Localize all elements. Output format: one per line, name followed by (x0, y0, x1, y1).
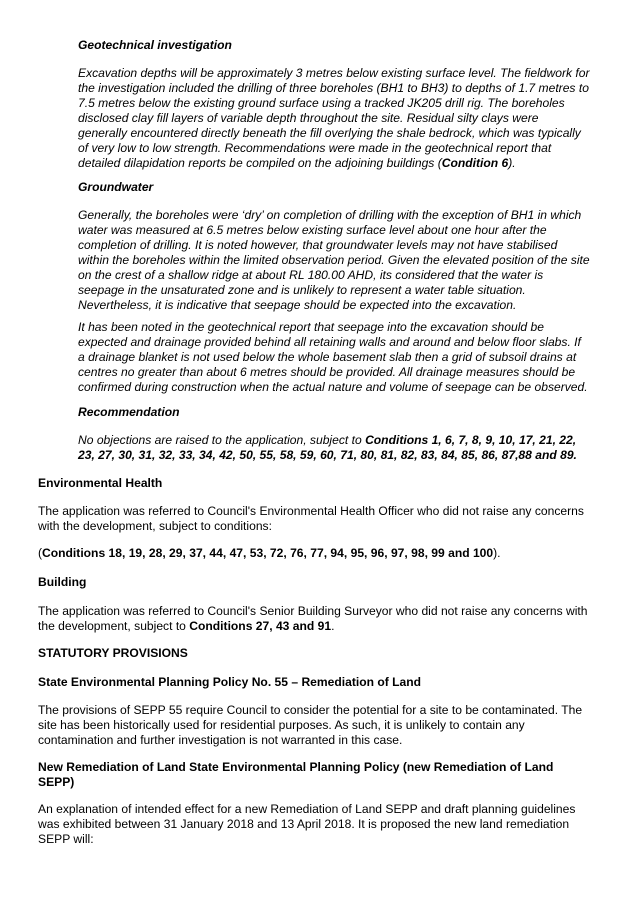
condition-reference: Conditions 27, 43 and 91 (189, 619, 332, 633)
sepp55-paragraph (38, 703, 612, 748)
text-line: Excavation depths will be approximately 3 metres below existing surface level. The fieldwork for (78, 66, 590, 80)
text-line: disclosed clay fill layers of variable depth throughout the site. Residual silty clays were (78, 111, 539, 125)
text-line: on the crest of a shallow ridge at about RL 180.00 AHD, its considered that the water is (78, 268, 544, 282)
text-line: was exhibited between 31 January 2018 and 13 April 2018. It is proposed the new land remediation (38, 817, 570, 831)
text-line: site has been historically used for residential purposes. As such, it is unlikely to contain any (38, 718, 525, 732)
condition-reference: 23, 27, 30, 31, 32, 33, 34, 42, 50, 55, 58, 59, 60, 71, 80, 81, 82, 83, 84, 85, 86, 87,88 and 89. (78, 448, 577, 462)
text-line: The application was referred to Council's Senior Building Surveyor who did not raise any concerns with (38, 604, 588, 618)
new-sepp-paragraph (38, 802, 612, 847)
groundwater-paragraph-2 (78, 320, 612, 395)
condition-reference: Conditions 1, 6, 7, 8, 9, 10, 17, 21, 22, (365, 433, 577, 447)
condition-reference: Condition 6 (441, 156, 509, 170)
condition-reference: Conditions 18, 19, 28, 29, 37, 44, 47, 53, 72, 76, 77, 94, 95, 96, 97, 98, 99 and 100 (42, 546, 494, 560)
text-run: No objections are raised to the application, subject to (78, 433, 366, 447)
text-run: the development, subject to (38, 619, 190, 633)
text-line (78, 156, 612, 171)
text-line: It has been noted in the geotechnical report that seepage into the excavation should be (78, 320, 544, 334)
text-line: SEPP will: (38, 832, 94, 846)
text-line: contamination and further investigation is not warranted in this case. (38, 733, 403, 747)
text-line: Generally, the boreholes were ‘dry’ on completion of drilling with the exception of BH1 in which (78, 208, 582, 222)
environmental-health-heading: Environmental Health (38, 476, 163, 490)
text-line: of very low to low strength. Recommendations were made in the geotechnical report that (78, 141, 552, 155)
recommendation-heading: Recommendation (78, 405, 180, 419)
groundwater-heading: Groundwater (78, 180, 154, 194)
text-line: An explanation of intended effect for a new Remediation of Land SEPP and draft planning guidelines (38, 802, 576, 816)
recommendation-paragraph (78, 433, 612, 463)
text-line: completion of drilling. It is noted however, that groundwater levels may not have stabilised (78, 238, 558, 252)
building-paragraph (38, 604, 612, 634)
text-line: a drainage blanket is not used below the whole basement slab then a grid of subsoil drains at (78, 350, 577, 364)
new-sepp-heading (38, 760, 612, 790)
text-line: The provisions of SEPP 55 require Council to consider the potential for a site to be contaminated. The (38, 703, 583, 717)
text-line: water was measured at 6.5 metres below existing surface level about one hour after the (78, 223, 547, 237)
text-line: the investigation included the drilling of three boreholes (BH1 to BH3) to depths of 1.7 metres to (78, 81, 589, 95)
text-run: ). (493, 546, 501, 560)
text-run: . (331, 619, 335, 633)
environmental-health-paragraph (38, 504, 612, 534)
text-line: expected and drainage provided behind all retaining walls and around and below floor slabs. If (78, 335, 581, 349)
heading-line: New Remediation of Land State Environmental Planning Policy (new Remediation of Land (38, 760, 554, 774)
heading-line: SEPP) (38, 775, 75, 789)
text-line: The application was referred to Council's Environmental Health Officer who did not raise any concerns (38, 504, 584, 518)
text-line: with the development, subject to conditions: (38, 519, 272, 533)
text-line: 7.5 metres below the existing ground surface using a tracked JK205 drill rig. The boreholes (78, 96, 565, 110)
sepp55-heading: State Environmental Planning Policy No. 55 – Remediation of Land (38, 675, 422, 689)
text-line: generally encountered directly beneath the fill overlying the shale bedrock, which was typically (78, 126, 581, 140)
text-run: ). (508, 156, 516, 170)
text-line: within the boreholes within the limited observation period. Given the elevated position of the site (78, 253, 590, 267)
geotechnical-paragraph (78, 66, 612, 171)
text-line: seepage in the unsaturated zone and is unlikely to represent a water table situation. (78, 283, 526, 297)
geotechnical-heading: Geotechnical investigation (78, 38, 232, 52)
groundwater-paragraph-1 (78, 208, 612, 313)
statutory-provisions-heading: STATUTORY PROVISIONS (38, 646, 188, 660)
text-run: detailed dilapidation reports be compiled on the adjoining buildings ( (78, 156, 442, 170)
text-line: confirmed during construction when the actual nature and volume of seepage can be observed. (78, 380, 588, 394)
text-run: ( (38, 546, 43, 560)
text-line: centres no greater than about 6 metres should be provided. All drainage measures should be (78, 365, 576, 379)
environmental-health-conditions (38, 546, 612, 561)
text-line (78, 433, 612, 448)
text-line (38, 619, 612, 634)
text-line: Nevertheless, it is indicative that seepage should be expected into the excavation. (78, 298, 517, 312)
building-heading: Building (38, 575, 87, 589)
